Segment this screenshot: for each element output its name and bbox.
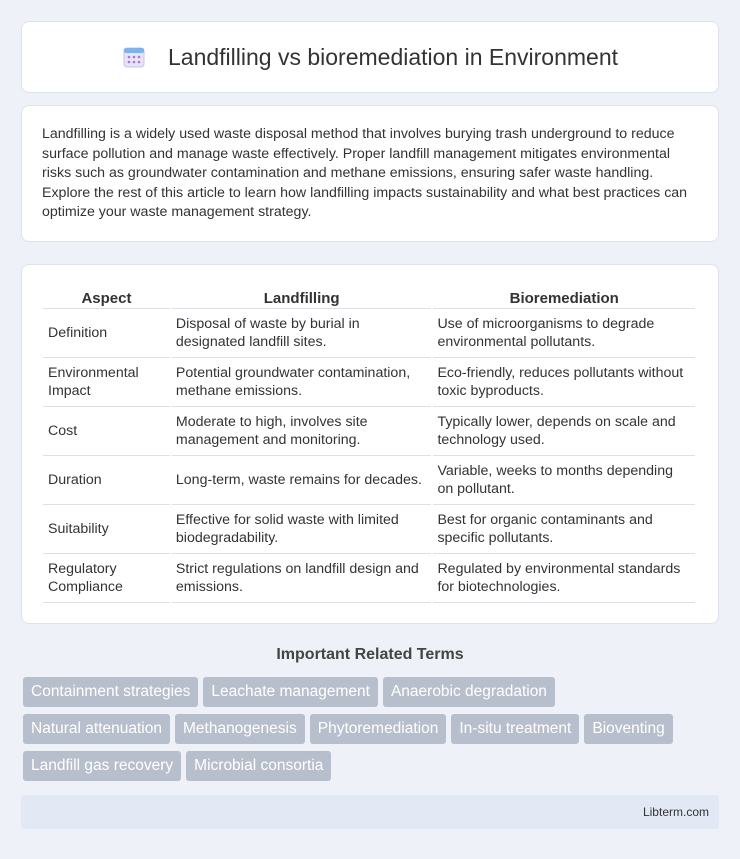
- related-term-tag[interactable]: Bioventing: [584, 714, 672, 744]
- page-title: Landfilling vs bioremediation in Environment: [167, 43, 619, 70]
- table-row: [43, 505, 695, 554]
- table-row: [43, 554, 695, 603]
- related-terms-title: Important Related Terms: [276, 646, 464, 663]
- cell-aspect: Regulatory Compliance: [43, 554, 170, 603]
- cell-landfilling: Long-term, waste remains for decades.: [172, 456, 432, 505]
- table-row: [43, 309, 695, 358]
- related-term-tag[interactable]: Containment strategies: [23, 677, 198, 707]
- cell-landfilling: Effective for solid waste with limited biodegradability.: [172, 505, 432, 554]
- cell-aspect: Definition: [43, 309, 170, 358]
- related-term-tag[interactable]: Methanogenesis: [175, 714, 305, 744]
- cell-bioremediation: Variable, weeks to months depending on pollutant.: [433, 456, 695, 505]
- cell-aspect: Cost: [43, 407, 170, 456]
- comparison-table-card: [21, 264, 719, 624]
- intro-card: [21, 105, 719, 242]
- table-row: [43, 358, 695, 407]
- column-header-landfilling: Landfilling: [172, 285, 432, 309]
- cell-aspect: Suitability: [43, 505, 170, 554]
- cell-aspect: Environmental Impact: [43, 358, 170, 407]
- footer-site-link[interactable]: Libterm.com: [642, 805, 709, 819]
- intro-paragraph: Landfilling is a widely used waste disposal method that involves burying trash underground to reduce surface pollution and manage waste effectively. Proper landfill management mitigates environmental risks such as groundwater contamination and methane emissions, ensuring safer waste handling. Explore the rest of this article to learn how landfilling impacts sustainability and what best practices can optimize your waste management strategy.: [42, 126, 688, 221]
- cell-bioremediation: Best for organic contaminants and specific pollutants.: [433, 505, 695, 554]
- column-header-bioremediation: Bioremediation: [433, 285, 695, 309]
- cell-bioremediation: Eco-friendly, reduces pollutants without toxic byproducts.: [433, 358, 695, 407]
- cell-landfilling: Disposal of waste by burial in designated landfill sites.: [172, 309, 432, 358]
- cell-landfilling: Strict regulations on landfill design and emissions.: [172, 554, 432, 603]
- cell-bioremediation: Regulated by environmental standards for biotechnologies.: [433, 554, 695, 603]
- table-row: [43, 456, 695, 505]
- related-term-tag[interactable]: In-situ treatment: [451, 714, 579, 744]
- header-card: [21, 21, 719, 93]
- related-term-tag[interactable]: Natural attenuation: [23, 714, 170, 744]
- cell-bioremediation: Typically lower, depends on scale and technology used.: [433, 407, 695, 456]
- table-row: [43, 407, 695, 456]
- table-header-row: [43, 285, 695, 309]
- calendar-grid-icon: [122, 45, 146, 69]
- related-term-tag[interactable]: Phytoremediation: [310, 714, 447, 744]
- comparison-table: [41, 285, 697, 603]
- footer: [21, 795, 719, 829]
- cell-bioremediation: Use of microorganisms to degrade environmental pollutants.: [433, 309, 695, 358]
- cell-landfilling: Potential groundwater contamination, methane emissions.: [172, 358, 432, 407]
- column-header-aspect: Aspect: [43, 285, 170, 309]
- related-term-tag[interactable]: Landfill gas recovery: [23, 751, 181, 781]
- cell-landfilling: Moderate to high, involves site management and monitoring.: [172, 407, 432, 456]
- cell-aspect: Duration: [43, 456, 170, 505]
- related-terms-list: [23, 677, 723, 788]
- related-term-tag[interactable]: Leachate management: [203, 677, 378, 707]
- related-term-tag[interactable]: Anaerobic degradation: [383, 677, 555, 707]
- related-term-tag[interactable]: Microbial consortia: [186, 751, 331, 781]
